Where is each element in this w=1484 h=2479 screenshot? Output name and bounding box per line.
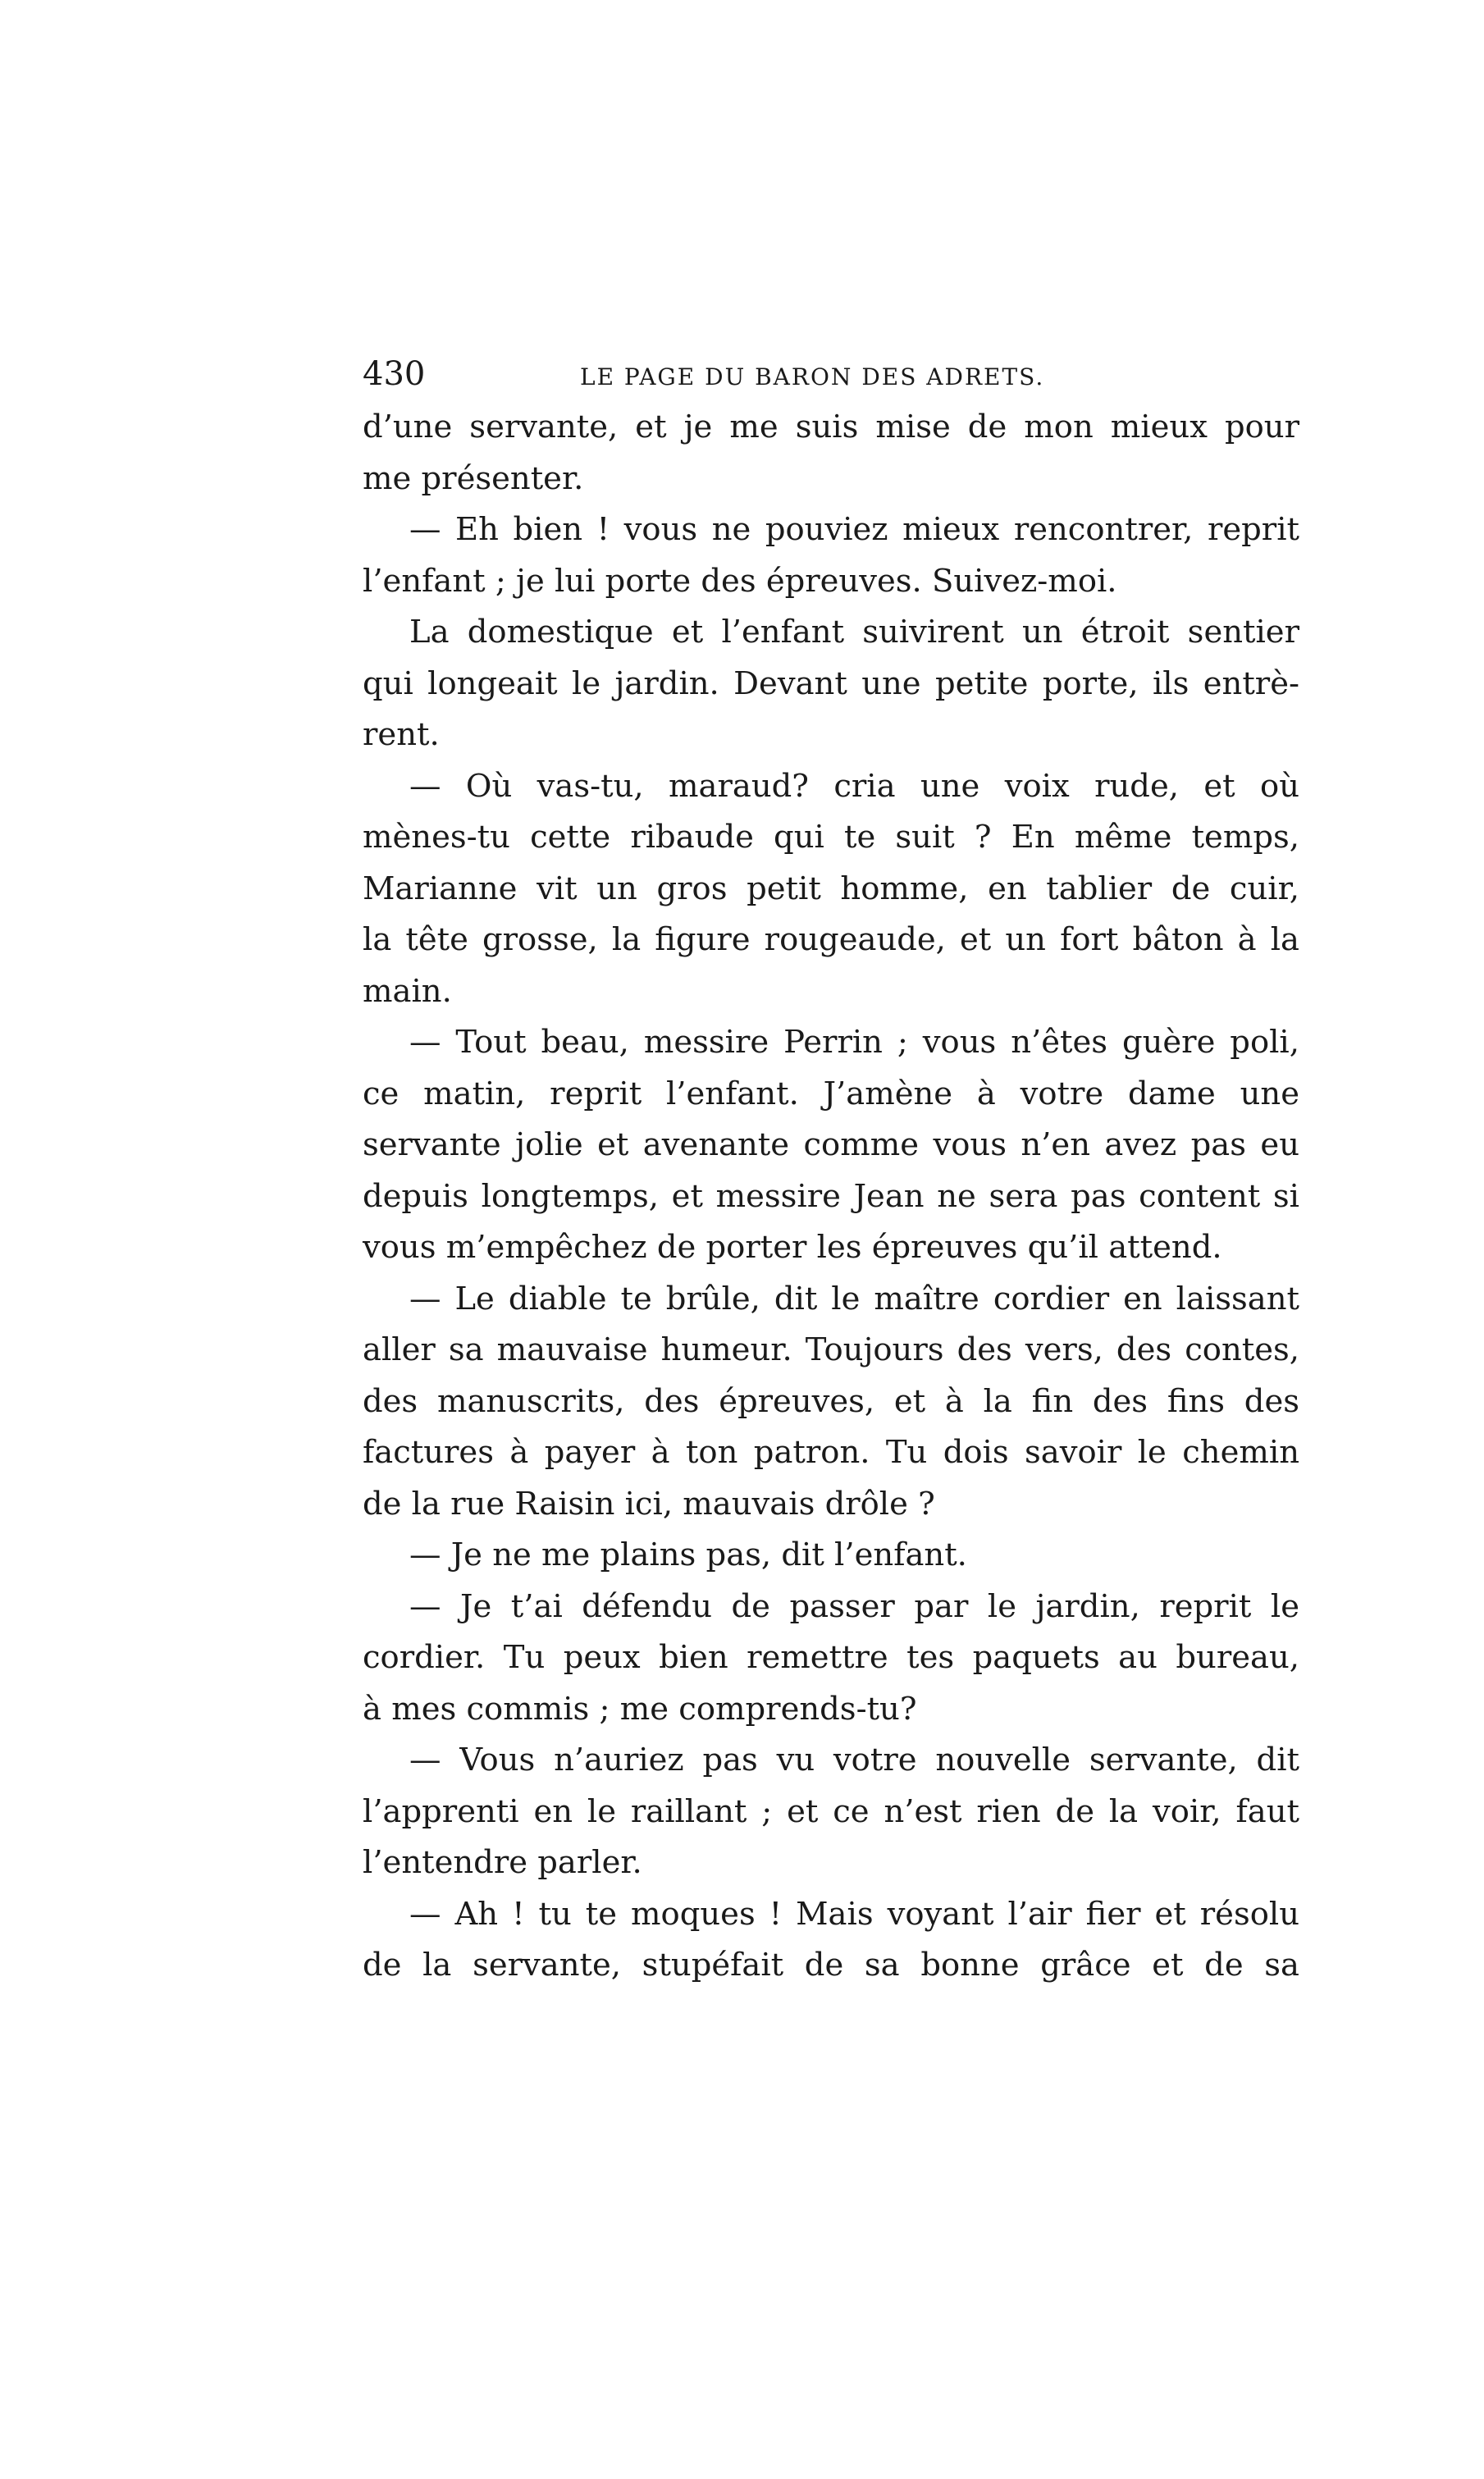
text-line: à mes commis ; me comprends-tu? <box>363 1690 917 1728</box>
page-header <box>363 354 1299 402</box>
running-title: LE PAGE DU BARON DES ADRETS. <box>580 363 1045 390</box>
text-line: aller sa mauvaise humeur. Toujours des vers, des contes, <box>363 1331 1299 1368</box>
text-line: qui longeait le jardin. Devant une petite porte, ils entrè- <box>363 664 1299 702</box>
text-line: l’apprenti en le raillant ; et ce n’est rien de la voir, faut <box>363 1792 1299 1830</box>
text-line: vous m’empêchez de porter les épreuves qu’il attend. <box>363 1229 1222 1266</box>
text-line: La domestique et l’enfant suivirent un étroit sentier <box>409 614 1299 651</box>
text-line: — Je ne me plains pas, dit l’enfant. <box>409 1536 967 1573</box>
text-line: l’enfant ; je lui porte des épreuves. Suivez-moi. <box>363 562 1117 600</box>
text-line: factures à payer à ton patron. Tu dois savoir le chemin <box>363 1434 1299 1471</box>
text-line: des manuscrits, des épreuves, et à la fin des fins des <box>363 1382 1299 1420</box>
page-number: 430 <box>363 355 426 393</box>
text-line: — Vous n’auriez pas vu votre nouvelle servante, dit <box>409 1742 1299 1778</box>
text-line: — Où vas-tu, maraud? cria une voix rude, et où <box>409 767 1299 805</box>
body-text <box>363 402 1299 1992</box>
text-line: de la rue Raisin ici, mauvais drôle ? <box>363 1485 935 1523</box>
text-line: d’une servante, et je me suis mise de mon mieux pour <box>363 409 1299 445</box>
text-line: l’entendre parler. <box>363 1844 642 1881</box>
text-line: — Le diable te brûle, dit le maître cordier en laissant <box>409 1280 1299 1317</box>
text-line: — Eh bien ! vous ne pouviez mieux rencontrer, reprit <box>409 511 1299 548</box>
text-line: main. <box>363 972 452 1010</box>
text-line: mènes-tu cette ribaude qui te suit ? En même temps, <box>363 819 1299 856</box>
text-line: — Tout beau, messire Perrin ; vous n’êtes guère poli, <box>409 1024 1299 1061</box>
text-line: ce matin, reprit l’enfant. J’amène à votre dame une <box>363 1075 1299 1112</box>
text-line: de la servante, stupéfait de sa bonne grâce et de sa <box>363 1947 1299 1984</box>
text-line: me présenter. <box>363 459 584 497</box>
text-line: la tête grosse, la figure rougeaude, et un fort bâton à la <box>363 921 1299 958</box>
text-line: Marianne vit un gros petit homme, en tablier de cuir, <box>363 870 1299 907</box>
text-line: depuis longtemps, et messire Jean ne sera pas content si <box>363 1177 1299 1215</box>
text-line: cordier. Tu peux bien remettre tes paquets au bureau, <box>363 1639 1299 1676</box>
text-line: — Ah ! tu te moques ! Mais voyant l’air fier et résolu <box>409 1895 1299 1933</box>
text-block <box>363 354 1299 1992</box>
text-line: rent. <box>363 716 440 753</box>
text-line: servante jolie et avenante comme vous n’en avez pas eu <box>363 1126 1299 1163</box>
text-line: — Je t’ai défendu de passer par le jardin, reprit le <box>409 1587 1299 1625</box>
